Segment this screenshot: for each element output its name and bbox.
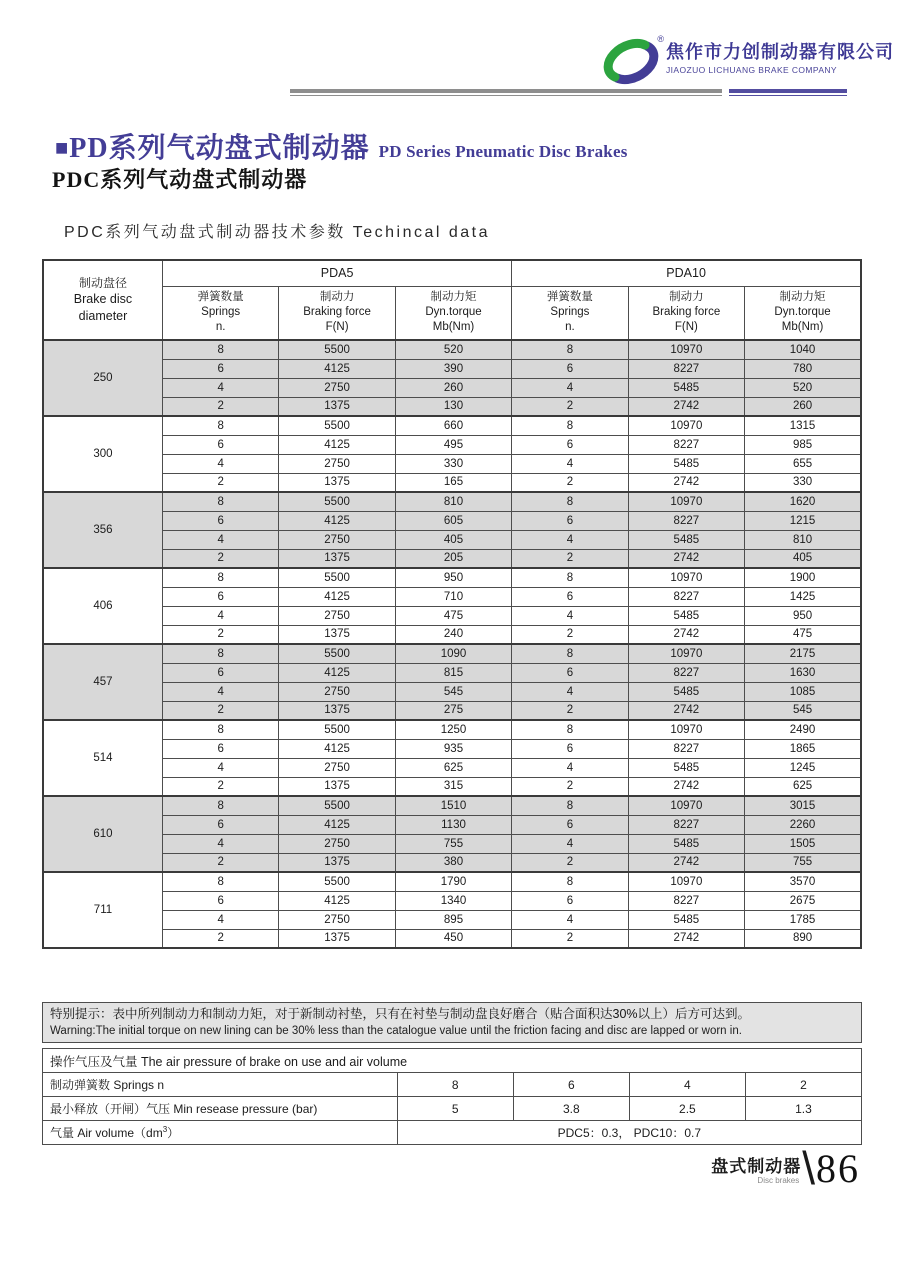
table-cell: 4 (512, 378, 628, 397)
table-cell: 1375 (279, 777, 395, 796)
table-row (43, 587, 861, 606)
brake-disc-diameter-cell: 406 (43, 568, 162, 644)
table-row (43, 606, 861, 625)
table-row (43, 549, 861, 568)
table-cell: 2742 (628, 397, 744, 416)
table-row (43, 891, 861, 910)
table-cell: 4125 (279, 739, 395, 758)
table-cell: 1315 (745, 416, 861, 435)
springs-count-value: 4 (629, 1073, 745, 1097)
series-subtitle: PDC系列气动盘式制动器 (52, 167, 308, 192)
col-header-dyn-torque-2: 制动力矩 Dyn.torque Mb(Nm) (745, 286, 861, 340)
table-cell: 4 (512, 606, 628, 625)
table-cell: 2742 (628, 625, 744, 644)
table-row (43, 910, 861, 929)
min-release-pressure-value: 2.5 (629, 1097, 745, 1121)
table-cell: 4 (162, 910, 278, 929)
table-cell: 2 (162, 473, 278, 492)
table-cell: 6 (162, 435, 278, 454)
table-cell: 10970 (628, 796, 744, 815)
table-cell: 8227 (628, 511, 744, 530)
company-name-cn: 焦作市力创制动器有限公司 (666, 42, 894, 62)
table-cell: 4125 (279, 435, 395, 454)
table-cell: 2175 (745, 644, 861, 663)
table-cell: 6 (512, 815, 628, 834)
table-row (43, 416, 861, 435)
table-cell: 8 (512, 872, 628, 891)
table-cell: 240 (395, 625, 511, 644)
table-cell: 815 (395, 663, 511, 682)
table-cell: 4 (162, 834, 278, 853)
table-cell: 4 (512, 682, 628, 701)
table-cell: 655 (745, 454, 861, 473)
table-cell: 2750 (279, 606, 395, 625)
table-cell: 1510 (395, 796, 511, 815)
table-cell: 2 (162, 625, 278, 644)
table-cell: 10970 (628, 340, 744, 359)
col-header-braking-force-2: 制动力 Braking force F(N) (628, 286, 744, 340)
table-cell: 8 (162, 644, 278, 663)
table-row (43, 758, 861, 777)
brake-disc-diameter-cell: 356 (43, 492, 162, 568)
table-cell: 8 (162, 416, 278, 435)
table-cell: 710 (395, 587, 511, 606)
col-header-dyn-torque-1: 制动力矩 Dyn.torque Mb(Nm) (395, 286, 511, 340)
table-cell: 260 (745, 397, 861, 416)
table-cell: 950 (395, 568, 511, 587)
table-cell: 8 (512, 644, 628, 663)
table-cell: 8 (162, 568, 278, 587)
table-cell: 4 (512, 834, 628, 853)
table-cell: 2750 (279, 378, 395, 397)
brake-disc-diameter-cell: 711 (43, 872, 162, 948)
table-cell: 3015 (745, 796, 861, 815)
table-cell: 6 (512, 359, 628, 378)
table-cell: 1375 (279, 853, 395, 872)
table-cell: 4 (162, 682, 278, 701)
table-cell: 890 (745, 929, 861, 948)
table-cell: 1425 (745, 587, 861, 606)
table-cell: 5485 (628, 378, 744, 397)
table-cell: 2750 (279, 454, 395, 473)
springs-count-value: 8 (397, 1073, 513, 1097)
table-cell: 1250 (395, 720, 511, 739)
table-cell: 810 (745, 530, 861, 549)
table-cell: 475 (395, 606, 511, 625)
divider-gray-segment (290, 89, 722, 97)
table-cell: 5500 (279, 492, 395, 511)
table-cell: 330 (745, 473, 861, 492)
table-cell: 405 (395, 530, 511, 549)
table-cell: 6 (162, 891, 278, 910)
table-cell: 1785 (745, 910, 861, 929)
table-cell: 935 (395, 739, 511, 758)
table-cell: 755 (745, 853, 861, 872)
table-cell: 5500 (279, 720, 395, 739)
table-cell: 1375 (279, 397, 395, 416)
registered-trademark-icon: ® (657, 34, 664, 44)
table-row (43, 929, 861, 948)
table-cell: 2750 (279, 910, 395, 929)
table-cell: 810 (395, 492, 511, 511)
table-row (43, 739, 861, 758)
table-cell: 8227 (628, 891, 744, 910)
air-section-title-row (43, 1049, 862, 1073)
table-cell: 2 (512, 929, 628, 948)
springs-count-value: 2 (745, 1073, 861, 1097)
table-cell: 4125 (279, 663, 395, 682)
col-header-springs-2: 弹簧数量 Springs n. (512, 286, 628, 340)
table-cell: 2750 (279, 758, 395, 777)
table-row (43, 872, 861, 891)
warning-note-en: Warning:The initial torque on new lining can be 30% less than the catalogue value until the friction facing and disc are lapped or worn in. (50, 1024, 742, 1037)
page-title-cn: PD系列气动盘式制动器 (69, 133, 370, 164)
min-release-pressure-value: 1.3 (745, 1097, 861, 1121)
table-row (43, 834, 861, 853)
air-volume-value: PDC5：0.3， PDC10：0.7 (397, 1121, 861, 1145)
table-cell: 520 (395, 340, 511, 359)
table-cell: 4125 (279, 359, 395, 378)
brake-disc-diameter-cell: 457 (43, 644, 162, 720)
table-row (43, 720, 861, 739)
table-cell: 2 (512, 549, 628, 568)
warning-note (42, 1002, 862, 1043)
table-cell: 8227 (628, 663, 744, 682)
table-cell: 8 (162, 872, 278, 891)
table-row (43, 853, 861, 872)
table-row (43, 454, 861, 473)
series-header-pda10: PDA10 (512, 260, 861, 286)
table-cell: 8227 (628, 359, 744, 378)
table-cell: 545 (745, 701, 861, 720)
table-cell: 1505 (745, 834, 861, 853)
table-series-header-row (43, 260, 861, 286)
table-cell: 4125 (279, 587, 395, 606)
air-section-title: 操作气压及气量 The air pressure of brake on use and air volume (43, 1049, 862, 1073)
table-cell: 2 (512, 625, 628, 644)
table-cell: 330 (395, 454, 511, 473)
table-cell: 8 (512, 416, 628, 435)
table-cell: 6 (162, 739, 278, 758)
table-cell: 8 (512, 492, 628, 511)
table-cell: 755 (395, 834, 511, 853)
table-cell: 8 (162, 492, 278, 511)
table-row (43, 492, 861, 511)
table-row (43, 796, 861, 815)
table-cell: 1085 (745, 682, 861, 701)
table-cell: 5500 (279, 796, 395, 815)
table-cell: 2260 (745, 815, 861, 834)
table-cell: 450 (395, 929, 511, 948)
table-cell: 625 (395, 758, 511, 777)
table-cell: 5485 (628, 758, 744, 777)
table-cell: 2 (162, 929, 278, 948)
table-cell: 5500 (279, 416, 395, 435)
min-release-pressure-value: 3.8 (513, 1097, 629, 1121)
table-cell: 4 (512, 454, 628, 473)
table-cell: 1375 (279, 625, 395, 644)
table-cell: 10970 (628, 416, 744, 435)
table-row (43, 397, 861, 416)
table-cell: 6 (512, 739, 628, 758)
page-number: 86 (816, 1145, 860, 1191)
table-cell: 4 (162, 758, 278, 777)
table-cell: 5485 (628, 834, 744, 853)
company-name-en: JIAOZUO LICHUANG BRAKE COMPANY (666, 64, 838, 75)
springs-count-value: 6 (513, 1073, 629, 1097)
table-cell: 2675 (745, 891, 861, 910)
table-row (43, 473, 861, 492)
table-cell: 2 (512, 397, 628, 416)
table-cell: 1900 (745, 568, 861, 587)
brake-disc-diameter-cell: 514 (43, 720, 162, 796)
table-cell: 2 (512, 777, 628, 796)
table-cell: 2490 (745, 720, 861, 739)
table-cell: 605 (395, 511, 511, 530)
table-cell: 1375 (279, 549, 395, 568)
table-cell: 205 (395, 549, 511, 568)
table-row (43, 378, 861, 397)
table-cell: 5485 (628, 606, 744, 625)
page-title-en: PD Series Pneumatic Disc Brakes (378, 142, 628, 161)
table-cell: 475 (745, 625, 861, 644)
table-cell: 4 (162, 606, 278, 625)
table-cell: 130 (395, 397, 511, 416)
table-cell: 1245 (745, 758, 861, 777)
table-cell: 390 (395, 359, 511, 378)
table-cell: 4 (162, 530, 278, 549)
table-row (43, 530, 861, 549)
table-cell: 4125 (279, 511, 395, 530)
min-release-pressure-label: 最小释放（开闸）气压 Min resease pressure (bar) (43, 1097, 398, 1121)
table-cell: 2742 (628, 929, 744, 948)
table-cell: 5485 (628, 682, 744, 701)
table-cell: 545 (395, 682, 511, 701)
brake-disc-diameter-header: 制动盘径 Brake disc diameter (43, 260, 162, 340)
table-cell: 1375 (279, 473, 395, 492)
table-cell: 4 (512, 758, 628, 777)
table-cell: 405 (745, 549, 861, 568)
table-cell: 1375 (279, 929, 395, 948)
table-row (43, 644, 861, 663)
table-cell: 2742 (628, 549, 744, 568)
table-cell: 985 (745, 435, 861, 454)
brake-disc-diameter-cell: 250 (43, 340, 162, 416)
table-cell: 6 (162, 663, 278, 682)
footer-section-cn: 盘式制动器 (711, 1157, 802, 1177)
table-cell: 520 (745, 378, 861, 397)
brake-table-body (43, 340, 861, 948)
title-square-bullet-icon: ■ (55, 135, 69, 160)
table-cell: 1790 (395, 872, 511, 891)
table-cell: 6 (512, 435, 628, 454)
table-cell: 1215 (745, 511, 861, 530)
table-cell: 1630 (745, 663, 861, 682)
table-cell: 6 (512, 587, 628, 606)
table-cell: 8227 (628, 435, 744, 454)
table-cell: 2 (512, 853, 628, 872)
table-cell: 780 (745, 359, 861, 378)
table-cell: 1130 (395, 815, 511, 834)
table-cell: 5500 (279, 644, 395, 663)
divider-purple-segment (729, 89, 847, 97)
table-cell: 2742 (628, 777, 744, 796)
table-cell: 10970 (628, 872, 744, 891)
table-cell: 10970 (628, 568, 744, 587)
table-cell: 8227 (628, 815, 744, 834)
table-cell: 8 (512, 720, 628, 739)
table-cell: 2 (162, 549, 278, 568)
min-release-pressure-value: 5 (397, 1097, 513, 1121)
table-row (43, 682, 861, 701)
table-cell: 380 (395, 853, 511, 872)
air-pressure-table (42, 1048, 862, 1145)
table-cell: 10970 (628, 492, 744, 511)
table-row (43, 435, 861, 454)
table-title: PDC系列气动盘式制动器技术参数 Techincal data (64, 224, 491, 241)
table-cell: 895 (395, 910, 511, 929)
table-cell: 1090 (395, 644, 511, 663)
table-cell: 2 (512, 701, 628, 720)
table-cell: 1040 (745, 340, 861, 359)
springs-count-row (43, 1073, 862, 1097)
table-row (43, 701, 861, 720)
table-cell: 6 (162, 359, 278, 378)
table-cell: 4 (512, 530, 628, 549)
table-cell: 8 (512, 796, 628, 815)
table-cell: 3570 (745, 872, 861, 891)
table-cell: 6 (162, 587, 278, 606)
table-cell: 2742 (628, 473, 744, 492)
table-row (43, 511, 861, 530)
table-cell: 4125 (279, 891, 395, 910)
table-cell: 495 (395, 435, 511, 454)
company-logo-icon (602, 34, 664, 88)
table-cell: 8227 (628, 587, 744, 606)
table-cell: 5500 (279, 872, 395, 891)
table-cell: 5500 (279, 340, 395, 359)
table-cell: 8 (162, 720, 278, 739)
air-volume-row (43, 1121, 862, 1145)
table-cell: 6 (162, 815, 278, 834)
header-divider (290, 89, 847, 97)
table-column-header-row (43, 286, 861, 340)
table-cell: 5485 (628, 910, 744, 929)
table-cell: 2742 (628, 701, 744, 720)
table-cell: 2750 (279, 834, 395, 853)
table-cell: 8 (512, 568, 628, 587)
table-cell: 8 (162, 340, 278, 359)
table-cell: 4 (162, 378, 278, 397)
table-cell: 1375 (279, 701, 395, 720)
technical-data-table (42, 259, 862, 949)
table-cell: 2750 (279, 530, 395, 549)
table-cell: 2 (162, 397, 278, 416)
table-cell: 6 (512, 511, 628, 530)
page-title (55, 126, 628, 166)
series-header-pda5: PDA5 (162, 260, 511, 286)
table-cell: 260 (395, 378, 511, 397)
table-cell: 2 (162, 777, 278, 796)
table-cell: 660 (395, 416, 511, 435)
footer-section-en: Disc brakes (757, 1176, 800, 1186)
brake-disc-diameter-cell: 610 (43, 796, 162, 872)
table-row (43, 625, 861, 644)
table-cell: 6 (162, 511, 278, 530)
table-row (43, 359, 861, 378)
table-cell: 10970 (628, 644, 744, 663)
table-cell: 950 (745, 606, 861, 625)
table-cell: 275 (395, 701, 511, 720)
table-cell: 4 (162, 454, 278, 473)
table-cell: 8 (162, 796, 278, 815)
footer-slash-divider: \ (802, 1142, 815, 1194)
table-cell: 1340 (395, 891, 511, 910)
table-cell: 315 (395, 777, 511, 796)
brake-disc-diameter-cell: 300 (43, 416, 162, 492)
table-cell: 2 (162, 701, 278, 720)
table-row (43, 663, 861, 682)
table-cell: 8227 (628, 739, 744, 758)
table-cell: 5485 (628, 454, 744, 473)
table-cell: 4 (512, 910, 628, 929)
warning-note-cn: 特别提示：表中所列制动力和制动力矩，对于新制动衬垫，只有在衬垫与制动盘良好磨合（贴合面积达30%以上）后方可达到。 (50, 1007, 751, 1021)
table-cell: 1865 (745, 739, 861, 758)
table-cell: 165 (395, 473, 511, 492)
table-row (43, 568, 861, 587)
table-cell: 10970 (628, 720, 744, 739)
table-cell: 2 (512, 473, 628, 492)
page-header (602, 36, 894, 88)
col-header-braking-force-1: 制动力 Braking force F(N) (279, 286, 395, 340)
table-cell: 2750 (279, 682, 395, 701)
table-cell: 8 (512, 340, 628, 359)
table-row (43, 340, 861, 359)
table-cell: 6 (512, 891, 628, 910)
air-volume-label: 气量 Air $volume(dm^3)$ (43, 1121, 398, 1145)
table-row (43, 815, 861, 834)
springs-count-label: 制动弹簧数 Springs n (43, 1073, 398, 1097)
table-cell: 5485 (628, 530, 744, 549)
table-cell: 5500 (279, 568, 395, 587)
table-cell: 4125 (279, 815, 395, 834)
table-row (43, 777, 861, 796)
page-footer (711, 1142, 860, 1194)
table-cell: 625 (745, 777, 861, 796)
table-cell: 2 (162, 853, 278, 872)
min-release-pressure-row (43, 1097, 862, 1121)
table-cell: 1620 (745, 492, 861, 511)
col-header-springs-1: 弹簧数量 Springs n. (162, 286, 278, 340)
table-cell: 6 (512, 663, 628, 682)
table-cell: 2742 (628, 853, 744, 872)
